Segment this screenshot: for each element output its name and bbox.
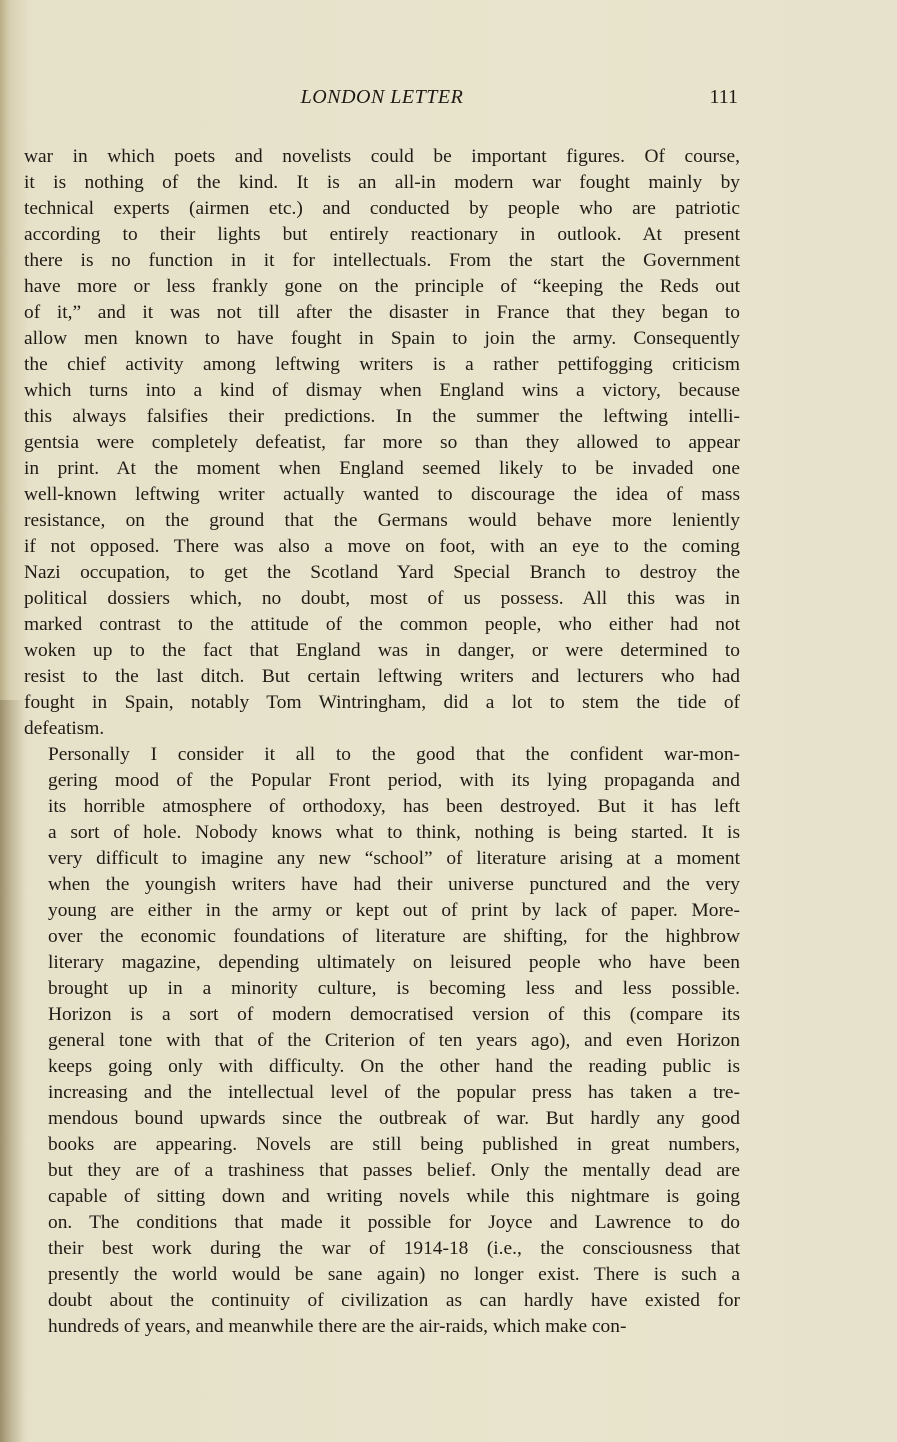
text-line: on. The conditions that made it possible for Joyce and Lawrence to do [48, 1212, 740, 1233]
text-line: presently the world would be sane again) no longer exist. There is such a [48, 1264, 740, 1285]
text-line: in print. At the moment when England seemed likely to be invaded one [24, 458, 740, 479]
text-line: resistance, on the ground that the Germans would behave more leniently [24, 510, 740, 531]
text-line: Personally I consider it all to the good that the confident war-mon- [48, 744, 740, 765]
text-line: books are appearing. Novels are still being published in great numbers, [48, 1134, 740, 1155]
text-line: very difficult to imagine any new “school” of literature arising at a moment [48, 848, 740, 869]
text-line: which turns into a kind of dismay when England wins a victory, because [24, 380, 740, 401]
text-line: this always falsifies their predictions. In the summer the leftwing intelli- [24, 406, 740, 427]
text-line: Nazi occupation, to get the Scotland Yard Special Branch to destroy the [24, 562, 740, 583]
text-line: brought up in a minority culture, is becoming less and less possible. [48, 978, 740, 999]
text-line: according to their lights but entirely reactionary in outlook. At present [24, 224, 740, 245]
text-line: have more or less frankly gone on the principle of “keeping the Reds out [24, 276, 740, 297]
text-line: technical experts (airmen etc.) and conducted by people who are patriotic [24, 198, 740, 219]
text-line: well-known leftwing writer actually wanted to discourage the idea of mass [24, 484, 740, 505]
text-line: resist to the last ditch. But certain leftwing writers and lecturers who had [24, 666, 740, 687]
text-line: political dossiers which, no doubt, most of us possess. All this was in [24, 588, 740, 609]
paragraph-2 [24, 742, 740, 1340]
text-line: defeatism. [24, 718, 105, 739]
text-line: marked contrast to the attitude of the common people, who either had not [24, 614, 740, 635]
running-title: LONDON LETTER [300, 86, 464, 108]
text-line: when the youngish writers have had their universe punctured and the very [48, 874, 740, 895]
paragraph-1 [24, 144, 740, 742]
page-number: 111 [709, 86, 738, 108]
text-line: their best work during the war of 1914-18 (i.e., the consciousness that [48, 1238, 740, 1259]
text-line: doubt about the continuity of civilization as can hardly have existed for [48, 1290, 740, 1311]
text-line: there is no function in it for intellectuals. From the start the Government [24, 250, 740, 271]
text-line: it is nothing of the kind. It is an all-in modern war fought mainly by [24, 172, 740, 193]
page-header [24, 86, 740, 116]
text-line: gentsia were completely defeatist, far more so than they allowed to appear [24, 432, 740, 453]
text-line: young are either in the army or kept out of print by lack of paper. More- [48, 900, 740, 921]
text-line: general tone with that of the Criterion of ten years ago), and even Horizon [48, 1030, 740, 1051]
text-line: capable of sitting down and writing novels while this nightmare is going [48, 1186, 740, 1207]
page-binding-shadow [0, 700, 24, 1442]
text-line: literary magazine, depending ultimately on leisured people who have been [48, 952, 740, 973]
text-line: but they are of a trashiness that passes belief. Only the mentally dead are [48, 1160, 740, 1181]
text-line: allow men known to have fought in Spain to join the army. Consequently [24, 328, 740, 349]
text-line: keeps going only with difficulty. On the other hand the reading public is [48, 1056, 740, 1077]
text-line: woken up to the fact that England was in danger, or were determined to [24, 640, 740, 661]
text-line: gering mood of the Popular Front period, with its lying propaganda and [48, 770, 740, 791]
text-line: increasing and the intellectual level of the popular press has taken a tre- [48, 1082, 740, 1103]
text-line: hundreds of years, and meanwhile there are the air-raids, which make con- [48, 1316, 627, 1337]
text-line: war in which poets and novelists could be important figures. Of course, [24, 146, 740, 167]
text-line: over the economic foundations of literature are shifting, for the highbrow [48, 926, 740, 947]
text-line: fought in Spain, notably Tom Wintringham, did a lot to stem the tide of [24, 692, 740, 713]
text-line: of it,” and it was not till after the disaster in France that they began to [24, 302, 740, 323]
body-text [24, 144, 740, 1340]
text-line: mendous bound upwards since the outbreak of war. But hardly any good [48, 1108, 740, 1129]
text-line: the chief activity among leftwing writers is a rather pettifogging criticism [24, 354, 740, 375]
text-line: if not opposed. There was also a move on foot, with an eye to the coming [24, 536, 740, 557]
text-line: Horizon is a sort of modern democratised version of this (compare its [48, 1004, 740, 1025]
text-line: a sort of hole. Nobody knows what to think, nothing is being started. It is [48, 822, 740, 843]
text-line: its horrible atmosphere of orthodoxy, has been destroyed. But it has left [48, 796, 740, 817]
